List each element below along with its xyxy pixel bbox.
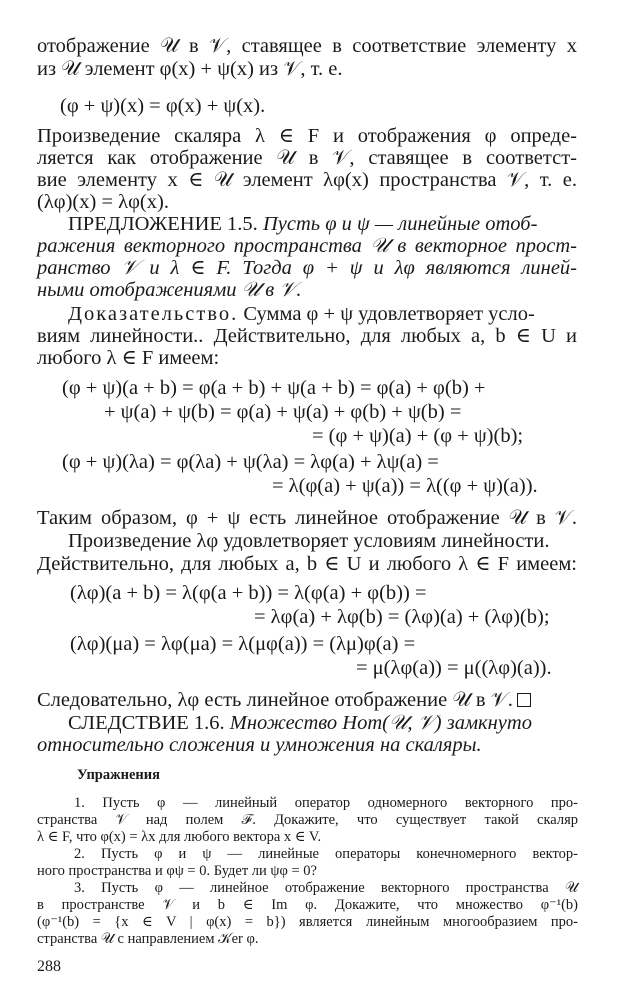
exercise-line: (φ⁻¹(b) = {x ∈ V | φ(x) = b}) является линейным многообразием про- [37,914,578,930]
page-number: 288 [37,958,61,975]
text-line: Произведение скаляра λ ∈ F и отображения φ опреде- [37,125,577,147]
proposition-line [68,212,578,236]
corollary-text: Множество Hom(𝒰, 𝒱) замкнуто [224,712,532,734]
exercise-line: странства 𝒰 с направлением 𝒦er φ. [37,931,259,947]
end-of-proof-icon [517,693,531,707]
text-line: виям линейности.. Действительно, для любых a, b ∈ U и [37,325,577,347]
exercises-heading: Упражнения [77,767,160,783]
text-line: любого λ ∈ F имеем: [37,347,220,369]
proof-line [68,302,578,326]
proof-label: Доказательство. [68,303,239,325]
exercise-line: ного пространства и φψ = 0. Будет ли ψφ = 0? [37,863,317,879]
proposition-text: Пусть φ и ψ — линейные отоб- [257,213,538,235]
formula-line: = λφ(a) + λφ(b) = (λφ)(a) + (λφ)(b); [254,606,550,628]
text-line: ражения векторного пространства 𝒰 в векторное прост- [37,235,577,257]
exercise-line: 2. Пусть φ и ψ — линейные операторы конечномерного вектор- [74,846,578,862]
exercise-line: 1. Пусть φ — линейный оператор одномерного векторного про- [74,795,578,811]
conclusion-text: Следовательно, λφ есть линейное отображение 𝒰 в 𝒱. [37,689,513,711]
formula-line: (λφ)(a + b) = λ(φ(a + b)) = λ(φ(a) + φ(b)) = [70,582,427,604]
formula-line: (φ + ψ)(x) = φ(x) + ψ(x). [60,95,266,117]
formula-line: = μ(λφ(a)) = μ((λφ)(a)). [356,657,552,679]
text-line: Произведение λφ удовлетворяет условиям линейности. [68,530,550,552]
formula-line: + ψ(a) + ψ(b) = φ(a) + ψ(a) + φ(b) + ψ(b) = [104,401,462,423]
exercise-line: 3. Пусть φ — линейное отображение векторного пространства 𝒰 [74,880,578,896]
text-line: (λφ)(x) = λφ(x). [37,191,169,213]
corollary-line [68,711,578,735]
text-line: из 𝒰 элемент φ(x) + ψ(x) из 𝒱, т. е. [37,58,343,80]
exercise-line: λ ∈ F, что φ(x) = λx для любого вектора x ∈ V. [37,829,322,845]
text-line: вие элементу x ∈ 𝒰 элемент λφ(x) пространства 𝒱, т. е. [37,169,577,191]
text-line: Таким образом, φ + ψ есть линейное отображение 𝒰 в 𝒱. [37,507,577,529]
formula-line: (λφ)(μa) = λφ(μa) = λ(μφ(a)) = (λμ)φ(a) = [70,633,416,655]
text-line [37,688,531,712]
corollary-title: СЛЕДСТВИЕ 1.6. [68,712,225,734]
text-line: Действительно, для любых a, b ∈ U и любого λ ∈ F имеем: [37,553,577,575]
text-line: отображение 𝒰 в 𝒱, ставящее в соответствие элементу x [37,35,577,57]
text-line: относительно сложения и умножения на скаляры. [37,734,482,756]
text-line: ными отображениями 𝒰 в 𝒱. [37,279,302,301]
exercise-line: в пространстве 𝒱 и b ∈ Im φ. Докажите, что множество φ⁻¹(b) [37,897,578,913]
proposition-title: ПРЕДЛОЖЕНИЕ 1.5. [68,213,258,235]
formula-line: (φ + ψ)(a + b) = φ(a + b) + ψ(a + b) = φ(a) + φ(b) + [62,377,486,399]
text-line: ляется как отображение 𝒰 в 𝒱, ставящее в соответст- [37,147,577,169]
proof-text: Сумма φ + ψ удовлетворяет усло- [238,303,535,325]
formula-line: (φ + ψ)(λa) = φ(λa) + ψ(λa) = λφ(a) + λψ(a) = [62,451,439,473]
formula-line: = λ(φ(a) + ψ(a)) = λ((φ + ψ)(a)). [272,475,538,497]
text-line: ранство 𝒱 и λ ∈ F. Тогда φ + ψ и λφ являются линей- [37,257,577,279]
exercise-line: странства 𝒱 над полем ℱ. Докажите, что существует такой скаляр [37,812,578,828]
formula-line: = (φ + ψ)(a) + (φ + ψ)(b); [312,425,524,447]
